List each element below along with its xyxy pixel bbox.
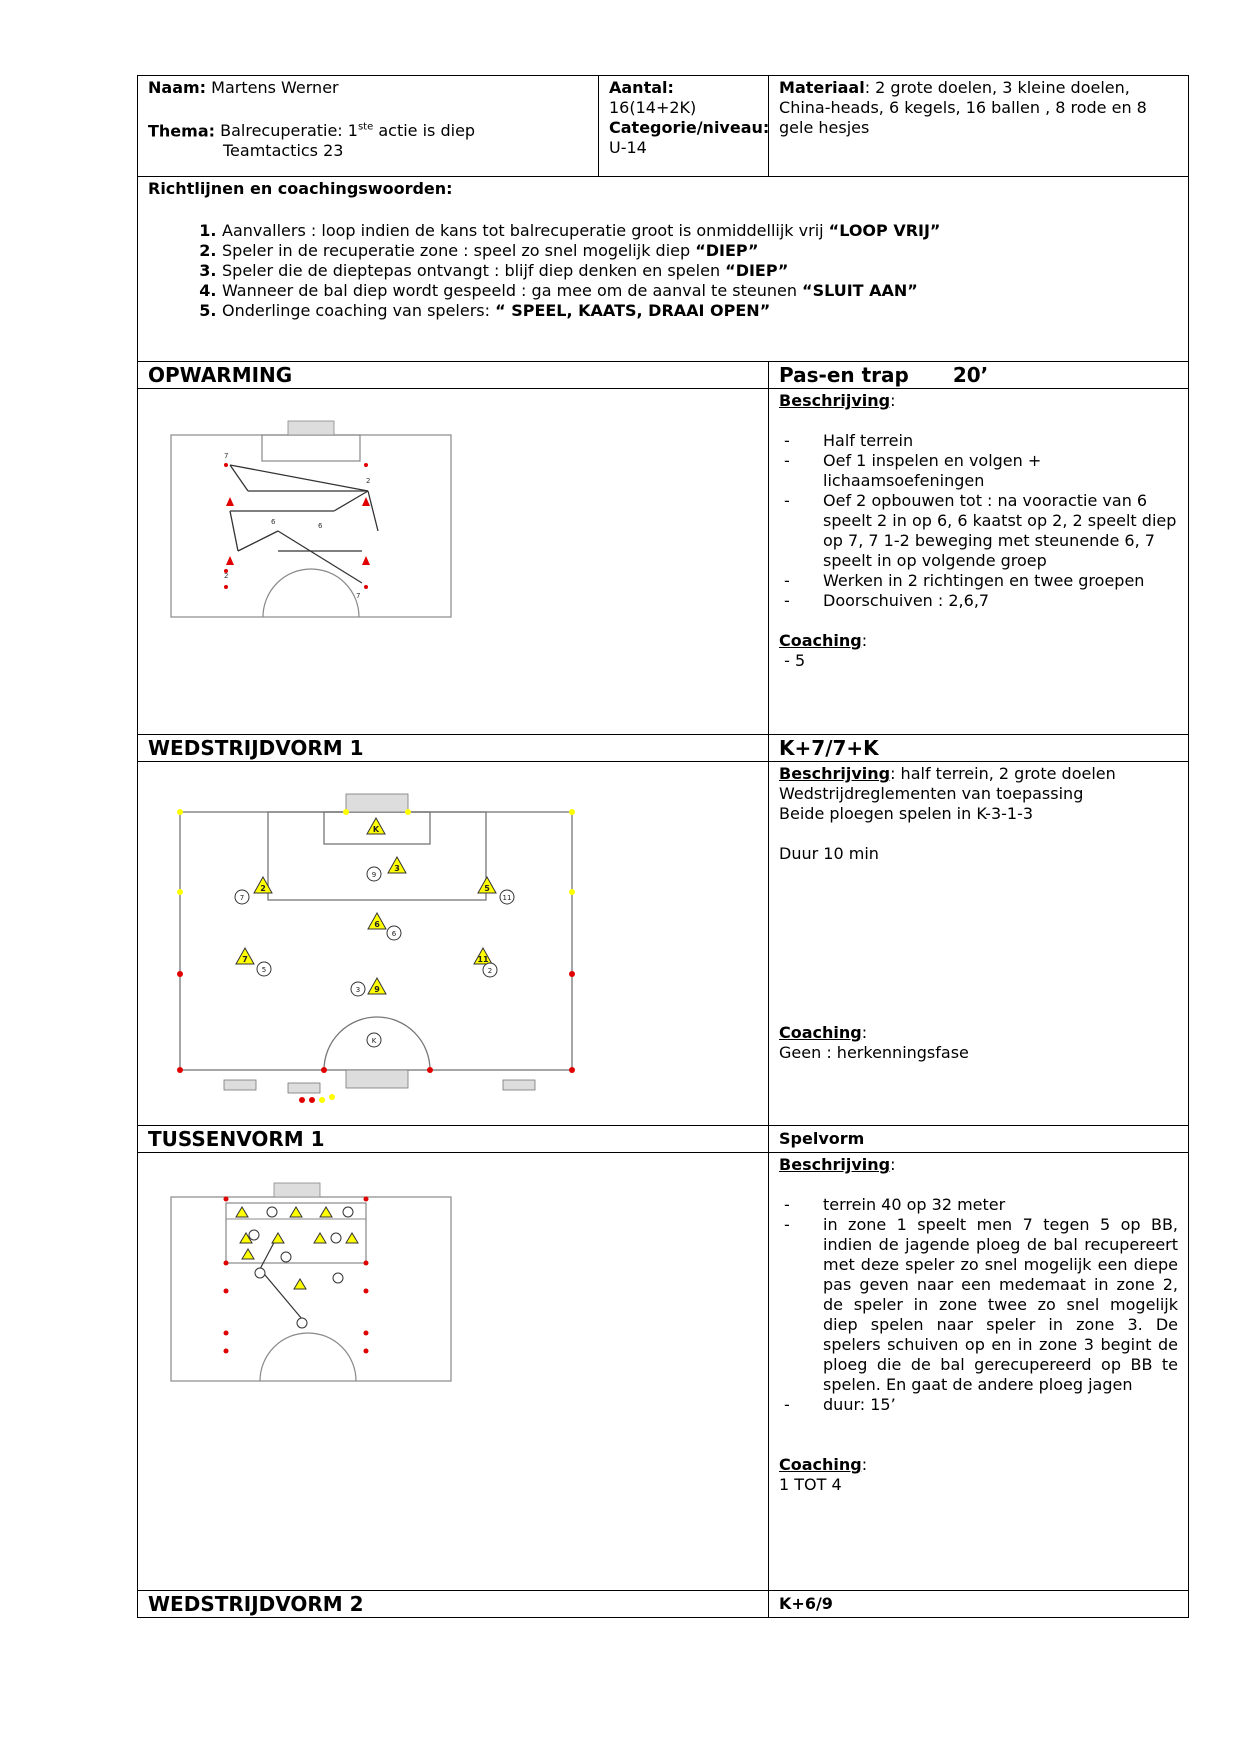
tussenvorm1-diagram (138, 1163, 618, 1403)
aantal-value: 16(14+2K) (609, 98, 697, 117)
list-item: - Werken in 2 richtingen en twee groepen (779, 571, 1178, 591)
tussenvorm1-title: TUSSENVORM 1 (138, 1126, 769, 1153)
wedstrijdvorm1-text-cell: Beschrijving: half terrein, 2 grote doelen Wedstrijdreglementen van toepassing Beide ploegen spelen in K-3-1-3 Duur 10 min Coaching: Geen : herkenningsfase (769, 762, 1189, 1126)
triangle-label: 5 (484, 884, 490, 893)
list-item: - Half terrein (779, 431, 1178, 451)
materiaal-value: : 2 grote doelen, 3 kleine doelen, China-heads, 6 kegels, 16 ballen , 8 rode en 8 gele hesjes (779, 78, 1147, 137)
materiaal-cell (769, 76, 1189, 177)
wedstrijdvorm2-right-title: K+6/9 (769, 1591, 1189, 1618)
richtlijn-item: 4. Wanneer de bal diep wordt gespeeld : ga mee om de aanval te steunen “SLUIT AAN” (222, 281, 1178, 301)
naam-thema-cell (138, 76, 599, 177)
wedstrijdvorm2-title: WEDSTRIJDVORM 2 (138, 1591, 769, 1618)
wedstrijdvorm1-diagram-cell (138, 762, 769, 1126)
tussenvorm1-diagram-cell (138, 1153, 769, 1591)
tussenvorm1-list (779, 1195, 1178, 1415)
list-item: - Oef 1 inspelen en volgen + lichaamsoefeningen (779, 451, 1178, 491)
list-item: - in zone 1 speelt men 7 tegen 5 op BB, indien de jagende ploeg de bal recupereert met deze speler zo snel mogelijk een diepe pas geven naar een medemaat in zone 2, de speler in zone twee zo snel mogelijk diep spelen naar speler in zone 3. De spelers schuiven op en in zone 3 begint de ploeg die de bal gerecupereerd op BB te spelen. En gaat de andere ploeg jagen (779, 1215, 1178, 1395)
circle-label: 11 (502, 894, 512, 902)
triangle-label: 3 (394, 864, 400, 873)
triangle-label: 2 (260, 884, 266, 893)
opwarming-diagram (138, 401, 618, 631)
circle-label: 5 (261, 966, 267, 974)
text-line: Beide ploegen spelen in K-3-1-3 (779, 804, 1034, 823)
circle-label: 3 (355, 986, 361, 994)
list-item: - terrein 40 op 32 meter (779, 1195, 1178, 1215)
session-sheet (137, 75, 1188, 1618)
list-item: - Doorschuiven : 2,6,7 (779, 591, 1178, 611)
opwarming-text-cell: Beschrijving: - Half terrein - Oef 1 inspelen en volgen + lichaamsoefeningen - Oef 2 opbouwen tot : na vooractie van 6 speelt 2 in op 6, 6 kaatst op 2, 2 speelt diep op 7, 7 1-2 beweging met steunende 6, 7 speelt in op volgende groep - Werken in 2 richtingen en twee groepen - Doorschuiven : 2,6,7 Coaching: - 5 (769, 389, 1189, 735)
session-table (137, 75, 1189, 1618)
richtlijn-item: 5. Onderlinge coaching van spelers: “ SPEEL, KAATS, DRAAI OPEN” (222, 301, 1178, 321)
player-label: 7 (356, 592, 361, 600)
opwarming-right-title: Pas-en trap 20’ (769, 362, 1189, 389)
naam-value: Martens Werner (211, 78, 339, 97)
wedstrijdvorm1-right-title: K+7/7+K (769, 735, 1189, 762)
beschrijving-label: Beschrijving (779, 764, 891, 783)
richtlijn-item: 1. Aanvallers : loop indien de kans tot balrecuperatie groot is onmiddellijk vrij “LOOP VRIJ” (222, 221, 1178, 241)
circle-label: K (371, 1037, 377, 1045)
player-label: 2 (366, 477, 371, 485)
text-line (779, 824, 1178, 844)
richtlijn-item: 3. Speler die de dieptepas ontvangt : blijf diep denken en spelen “DIEP” (222, 261, 1178, 281)
player-label: 2 (224, 572, 229, 580)
richtlijnen-title: Richtlijnen en coachingswoorden: (148, 179, 453, 198)
player-label: 6 (318, 522, 323, 530)
tussenvorm1-right-title: Spelvorm (769, 1126, 1189, 1153)
circle-label: 7 (239, 894, 245, 902)
thema-line2: Teamtactics 23 (223, 141, 344, 161)
coaching-label: Coaching (779, 1455, 862, 1474)
list-item: - duur: 15’ (779, 1395, 1178, 1415)
materiaal-label: Materiaal (779, 78, 865, 97)
circle-label: 6 (391, 930, 397, 938)
richtlijn-item: 2. Speler in de recuperatie zone : speel zo snel mogelijk diep “DIEP” (222, 241, 1178, 261)
thema-value: Balrecuperatie: 1ste actie is diep (220, 121, 476, 141)
triangle-label: 6 (374, 920, 380, 929)
thema-label: Thema: (148, 121, 216, 141)
triangle-label: 7 (242, 955, 248, 964)
opwarming-diagram-cell (138, 389, 769, 735)
circle-label: 9 (371, 871, 377, 879)
beschrijving-label: Beschrijving (779, 1155, 891, 1174)
triangle-label: K (372, 825, 380, 834)
opwarming-title: OPWARMING (138, 362, 769, 389)
wedstrijdvorm1-diagram (138, 762, 618, 1124)
coaching-value: - 5 (779, 651, 806, 670)
opwarming-list (779, 431, 1178, 611)
coaching-value: Geen : herkenningsfase (779, 1043, 969, 1062)
aantal-cell (599, 76, 769, 177)
categorie-label: Categorie/niveau: (609, 118, 770, 137)
richtlijnen-list (148, 221, 1178, 321)
aantal-label: Aantal: (609, 78, 674, 97)
triangle-label: 9 (374, 985, 380, 994)
player-label: 6 (271, 518, 276, 526)
coaching-label: Coaching (779, 1023, 862, 1042)
naam-label: Naam: (148, 78, 207, 97)
text-line: Wedstrijdreglementen van toepassing (779, 784, 1084, 803)
coaching-value: 1 TOT 4 (779, 1475, 842, 1494)
triangle-label: 11 (477, 955, 489, 964)
richtlijnen-cell (138, 177, 1189, 362)
wedstrijdvorm1-title: WEDSTRIJDVORM 1 (138, 735, 769, 762)
beschrijving-label: Beschrijving (779, 391, 891, 410)
categorie-value: U-14 (609, 138, 647, 157)
tussenvorm1-text-cell: Beschrijving: - terrein 40 op 32 meter - in zone 1 speelt men 7 tegen 5 op BB, indien de jagende ploeg de bal recupereert met deze speler zo snel mogelijk een diepe pas geven naar een medemaat in zone 2, de speler in zone twee zo snel mogelijk diep spelen naar speler in zone 3. De spelers schuiven op en in zone 3 begint de ploeg die de bal gerecupereerd op BB te spelen. En gaat de andere ploeg jagen - duur: 15’ Coaching: 1 TOT 4 (769, 1153, 1189, 1591)
player-label: 7 (224, 452, 229, 460)
text-line: Duur 10 min (779, 844, 879, 863)
circle-label: 2 (487, 967, 493, 975)
coaching-label: Coaching (779, 631, 862, 650)
list-item: - Oef 2 opbouwen tot : na vooractie van 6 speelt 2 in op 6, 6 kaatst op 2, 2 speelt diep op 7, 7 1-2 beweging met steunende 6, 7 speelt in op volgende groep (779, 491, 1178, 571)
